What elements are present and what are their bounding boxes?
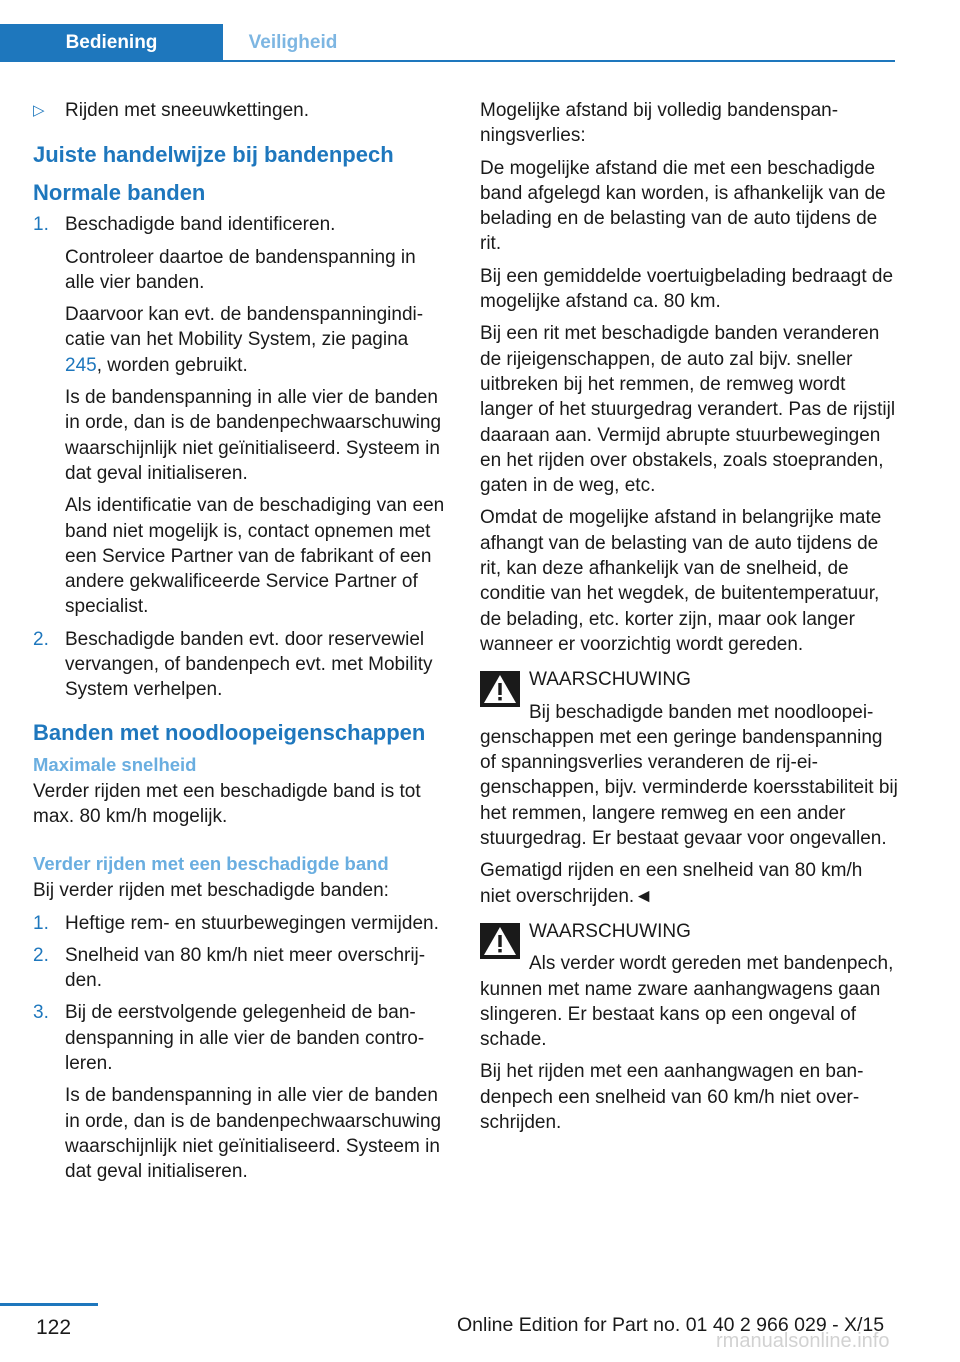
edition-text: Online Edition for Part no. 01 40 2 966 029 - X/15 bbox=[457, 1314, 885, 1336]
list-item bbox=[33, 212, 448, 619]
step-text: Als identificatie van de beschadiging van een band niet mogelijk is, contact opnemen met een Service Partner van de fabrikant of een andere gekwalificeerde Service Partner of specialist. bbox=[65, 495, 445, 618]
step-text bbox=[65, 302, 448, 378]
paragraph: Omdat de mogelijke afstand in belangrijke mate afhangt van de belasting van de auto tijdens de rit, kan deze afhankelijk van de snelheid, de conditie van het wegdek, de buitentemperatuur, de belading, etc. korter zijn, maar ook langer wanneer er voorzichtig wordt gereden. bbox=[480, 507, 882, 655]
warning-text: Bij het rijden met een aanhangwagen en bandenpech een snelheid van 60 km/h niet overschrijden. bbox=[480, 1061, 864, 1133]
footer-divider bbox=[0, 1303, 98, 1306]
subsection-heading-runflat: Banden met noodloopeigenschappen bbox=[33, 719, 426, 745]
list-number: 2. bbox=[33, 944, 49, 966]
step-text: Bij de eerstvolgende gelegenheid de bandenspanning in alle vier de banden controleren. bbox=[65, 1002, 425, 1075]
list-number: 1. bbox=[33, 214, 49, 236]
warning-triangle-icon bbox=[480, 923, 520, 959]
list-number: 2. bbox=[33, 628, 49, 650]
list-item bbox=[33, 943, 448, 994]
step-text-part: Daarvoor kan evt. de bandenspanningindicatie van het Mobility System, zie pagina bbox=[65, 304, 424, 351]
step-text: Heftige rem- en stuurbewegingen vermijden. bbox=[65, 912, 439, 934]
warning-block bbox=[480, 667, 898, 909]
minor-heading-continue: Verder rijden met een beschadigde band bbox=[33, 853, 389, 875]
tab-veiligheid[interactable]: Veiligheid bbox=[248, 31, 338, 53]
section-heading: Juiste handelwijze bij bandenpech bbox=[33, 142, 394, 168]
paragraph: Bij een rit met beschadigde banden veranderen de rijeigenschappen, de auto zal bijv. sneller uitbreken bij het remmen, de remweg wordt langer of het stuurgedrag verandert. Pas de rijstijl daaraan aan. Vermijd abrupte stuurbewegingen en het rijden over obstakels, zoals stoepranden, gaten in de weg, etc. bbox=[480, 323, 896, 497]
step-text: Beschadigde banden evt. door reservewiel vervangen, of bandenpech evt. met Mobility System verhelpen. bbox=[65, 628, 433, 701]
bullet-text: Rijden met sneeuwkettingen. bbox=[65, 100, 309, 121]
paragraph: De mogelijke afstand die met een beschadigde band afgelegd kan worden, is afhankelijk van de belading en de belasting van de auto tijdens de rit. bbox=[480, 157, 886, 255]
step-text: Controleer daartoe de bandenspanning in alle vier banden. bbox=[65, 246, 416, 293]
tab-bediening[interactable]: Bediening bbox=[0, 24, 223, 61]
warning-block bbox=[480, 919, 898, 1135]
list-item bbox=[33, 1000, 448, 1184]
list-item bbox=[33, 911, 448, 936]
step-text: Snelheid van 80 km/h niet meer overschrijden. bbox=[65, 944, 426, 992]
watermark: rmanualsonline.info bbox=[716, 1330, 890, 1352]
warning-title: WAARSCHUWING bbox=[529, 669, 691, 691]
left-column bbox=[33, 98, 448, 1192]
paragraph: Bij verder rijden met beschadigde banden: bbox=[33, 880, 389, 902]
header-divider bbox=[0, 60, 895, 62]
page-link[interactable]: 245 bbox=[65, 354, 97, 376]
step-text: Is de bandenspanning in alle vier de banden in orde, dan is de bandenpechwaarschuwing waarschijnlijk niet geïnitialiseerd. Systeem in dat geval initialiseren. bbox=[65, 387, 442, 484]
list-item bbox=[33, 627, 448, 703]
list-number: 1. bbox=[33, 912, 49, 934]
warning-text: Als verder wordt gereden met bandenpech, kunnen met name zware aanhangwagens gaan slingeren. Er bestaat kans op een ongeval of schade. bbox=[480, 953, 894, 1051]
right-column bbox=[480, 98, 898, 1142]
bullet-item bbox=[33, 98, 448, 123]
warning-text: Bij beschadigde banden met noodloopeigenschappen met een geringe bandenspanning of spanningsverlies veranderen de rij-eigenschappen, bijv. verminderde koersstabiliteit bij het remmen, langere remweg en een ander stuurgedrag. Er bestaat gevaar voor ongevallen. bbox=[480, 701, 898, 850]
warning-title: WAARSCHUWING bbox=[529, 920, 691, 942]
subsection-heading-normal: Normale banden bbox=[33, 180, 206, 206]
paragraph: Verder rijden met een beschadigde band is tot max. 80 km/h mogelijk. bbox=[33, 780, 421, 827]
paragraph: Mogelijke afstand bij volledig bandenspanningsverlies: bbox=[480, 100, 839, 147]
list-number: 3. bbox=[33, 1002, 49, 1024]
step-text: Is de bandenspanning in alle vier de banden in orde, dan is de bandenpechwaarschuwing waarschijnlijk niet geïnitialiseerd. Systeem in dat geval initialiseren. bbox=[65, 1085, 442, 1183]
step-text: Beschadigde band identificeren. bbox=[65, 214, 336, 236]
step-text-part: , worden gebruikt. bbox=[96, 354, 248, 376]
page-header bbox=[0, 0, 895, 62]
paragraph: Bij een gemiddelde voertuigbelading bedraagt de mogelijke afstand ca. 80 km. bbox=[480, 265, 894, 313]
warning-triangle-icon bbox=[480, 671, 520, 707]
triangle-right-icon: ▷ bbox=[33, 102, 45, 119]
warning-text: Gematigd rijden en een snelheid van 80 km/h niet overschrijden.◄ bbox=[480, 860, 863, 907]
page-number: 122 bbox=[36, 1316, 72, 1339]
minor-heading-maxspeed: Maximale snelheid bbox=[33, 753, 197, 775]
